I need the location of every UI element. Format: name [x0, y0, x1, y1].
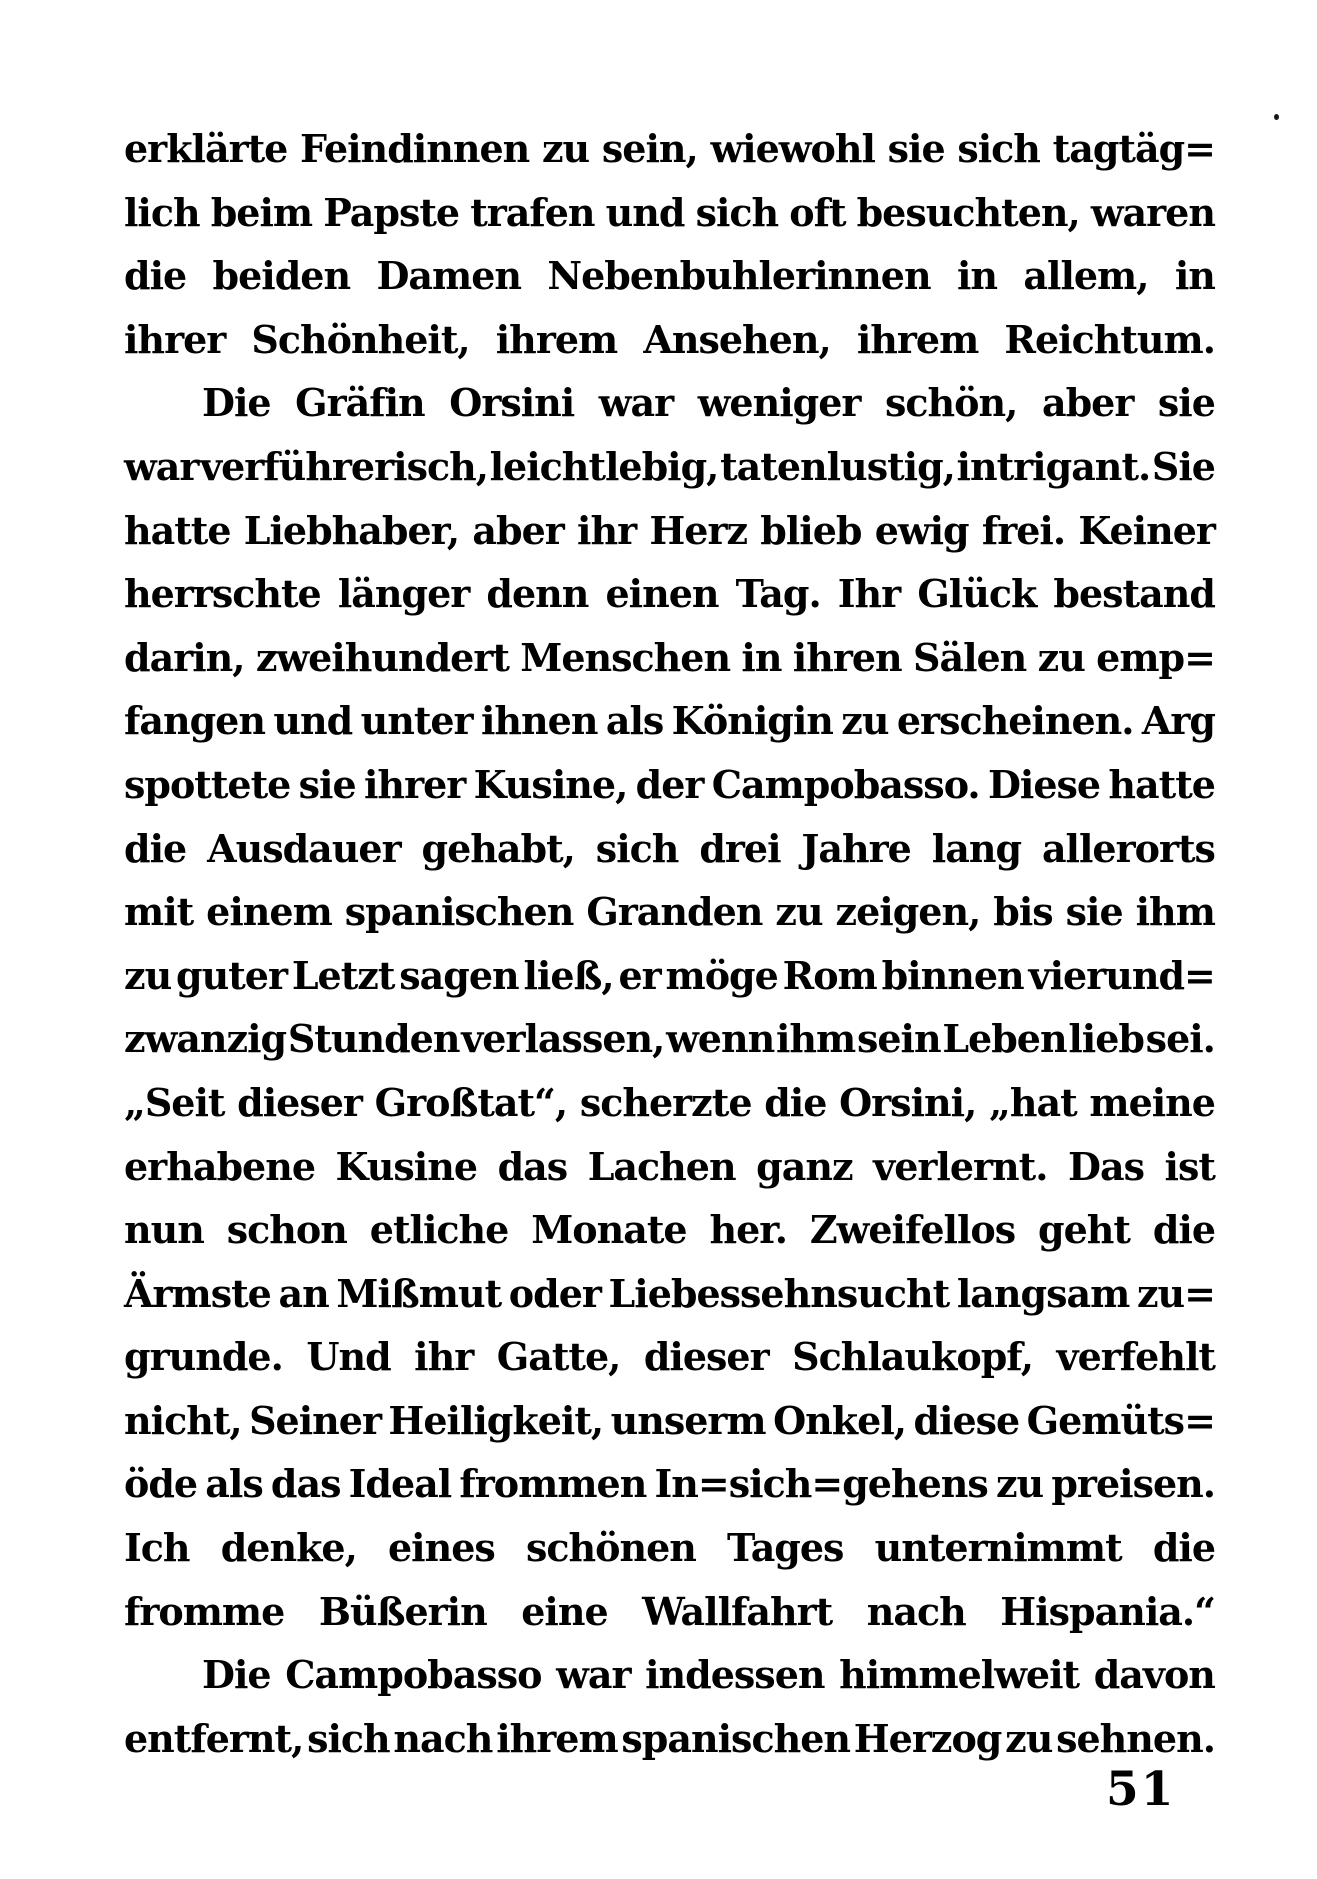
word: sich [695, 189, 779, 235]
text-line [124, 626, 1215, 690]
word: weniger [697, 380, 861, 426]
word: zu [1037, 634, 1085, 680]
text-line [124, 181, 1215, 245]
word: Kusine, [473, 761, 628, 807]
word: Sälen [913, 634, 1027, 680]
word: guter [176, 952, 287, 998]
word: erklärte [124, 126, 288, 171]
word: geht [1038, 1207, 1130, 1253]
word: preisen. [1051, 1461, 1215, 1507]
word: sich [307, 1715, 390, 1761]
word: Ärmste [124, 1270, 271, 1316]
word: waren [1090, 189, 1215, 235]
word: zwanzig [124, 1016, 287, 1062]
word: das [270, 1461, 341, 1507]
word: Stunden [287, 1016, 460, 1062]
word: In=sich=gehens [654, 1461, 988, 1507]
word: Leben [942, 1016, 1067, 1062]
text-line [124, 880, 1215, 944]
text-line [124, 244, 1215, 308]
word: Reichtum. [1004, 316, 1215, 362]
text-line [124, 1198, 1215, 1262]
word: die [1152, 1207, 1215, 1253]
word: an [278, 1270, 329, 1316]
word: erscheinen. [896, 698, 1134, 744]
word: lieb [1068, 1016, 1144, 1062]
word: oder [508, 1270, 601, 1316]
word: Keiner [1078, 507, 1215, 553]
word: „hat [989, 1079, 1077, 1125]
word: die [124, 253, 187, 299]
word: Ideal [348, 1461, 452, 1507]
word: Damen [376, 253, 522, 299]
word: allem, [1023, 253, 1149, 299]
text-line [124, 1135, 1215, 1199]
word: schon [226, 1207, 347, 1253]
word: langsam [956, 1270, 1130, 1316]
text-line [124, 1707, 1215, 1771]
word: Gemüts= [1026, 1397, 1215, 1443]
word: einen [605, 571, 719, 617]
word: schönen [525, 1525, 696, 1571]
word: zu [995, 1461, 1044, 1507]
word: denke, [220, 1525, 357, 1571]
word: Monate [531, 1207, 687, 1253]
word: ihnen [480, 698, 598, 744]
word: Campobasso. [711, 761, 980, 807]
word: zeigen, [835, 889, 981, 935]
word: Gatte, [496, 1334, 621, 1380]
word: als [605, 698, 664, 744]
text-line [124, 1452, 1215, 1516]
word: himmelweit [839, 1652, 1080, 1698]
word: verführerisch, [200, 443, 488, 489]
word: nun [124, 1207, 204, 1253]
word: wiewohl [710, 126, 875, 171]
word: nicht, [124, 1397, 242, 1443]
word: denn [486, 571, 589, 617]
word: intrigant. [956, 443, 1151, 489]
word: allerorts [1041, 825, 1215, 871]
word: bis [993, 889, 1053, 935]
scan-speck [1274, 114, 1279, 120]
word: meine [1089, 1079, 1215, 1125]
word: war [598, 380, 674, 426]
word: zu [1005, 1715, 1053, 1761]
text-line [124, 1516, 1215, 1580]
word: dieser [643, 1334, 769, 1380]
word: zu [775, 889, 823, 935]
word: Die [202, 1652, 271, 1698]
word: herrschte [124, 571, 321, 617]
word: ihrem [856, 316, 979, 362]
word: fangen [124, 698, 265, 744]
word: her. [709, 1207, 788, 1253]
word: Onkel, [773, 1397, 906, 1443]
word: sehnen. [1056, 1715, 1215, 1761]
word: ihrer [124, 316, 226, 362]
word: in [1174, 253, 1215, 299]
word: ihrem [495, 316, 618, 362]
word: war [556, 1652, 631, 1698]
word: sie [298, 761, 356, 807]
text-line [124, 117, 1215, 181]
text-line [124, 1262, 1215, 1326]
word: frommen [459, 1461, 647, 1507]
word: ihm [775, 1016, 856, 1062]
word: tatenlustig, [720, 443, 955, 489]
word: Lachen [587, 1143, 736, 1189]
word: etliche [369, 1207, 509, 1253]
text-line [124, 435, 1215, 499]
word: sagen [399, 952, 519, 998]
word: länger [337, 571, 470, 617]
word: emp= [1096, 634, 1215, 680]
word: Seiner [249, 1397, 381, 1443]
text-line [124, 817, 1215, 881]
text-block [124, 117, 1215, 1770]
word: Herzog [853, 1715, 1002, 1761]
text-line [124, 689, 1215, 753]
page-number: 51 [1106, 1762, 1176, 1817]
word: der [635, 761, 704, 807]
text-line [124, 1071, 1215, 1135]
word: Tag. [735, 571, 821, 617]
word: Und [306, 1334, 391, 1380]
word: darin, [124, 634, 245, 680]
word: „Seit [124, 1079, 225, 1125]
text-line [124, 562, 1215, 626]
text-line [124, 944, 1215, 1008]
text-line [124, 308, 1215, 372]
word: Mißmut [336, 1270, 502, 1316]
word: ließ, [523, 952, 614, 998]
word: fromme [124, 1588, 285, 1634]
word: Schlaukopf, [792, 1334, 1034, 1380]
word: eines [387, 1525, 495, 1571]
word: dieser [237, 1079, 362, 1125]
word: verlernt. [873, 1143, 1048, 1189]
word: einem [206, 889, 332, 935]
word: er [618, 952, 661, 998]
word: eine [521, 1588, 608, 1634]
word: lich [124, 189, 200, 235]
word: sich [595, 825, 679, 871]
word: Wallfahrt [642, 1588, 833, 1634]
word: die [1152, 1525, 1215, 1571]
word: aber [472, 507, 564, 553]
word: Menschen [520, 634, 731, 680]
word: Großtat“, [374, 1079, 568, 1125]
word: verfehlt [1056, 1334, 1215, 1380]
word: trafen [470, 189, 595, 235]
word: vierund= [1028, 952, 1215, 998]
word: zweihundert [255, 634, 509, 680]
word: lang [931, 825, 1022, 871]
word: Orsini, [839, 1079, 977, 1125]
word: zu= [1136, 1270, 1215, 1316]
word: nach [393, 1715, 493, 1761]
word: tagtäg= [1052, 126, 1215, 171]
word: Tages [727, 1525, 844, 1571]
word: aber [1041, 380, 1134, 426]
word: zu [124, 952, 172, 998]
word: mit [124, 889, 194, 935]
word: Königin [671, 698, 833, 744]
word: sein [856, 1016, 941, 1062]
word: grunde. [124, 1334, 283, 1380]
word: scherzte [579, 1079, 752, 1125]
word: in [741, 634, 782, 680]
word: Ihr [837, 571, 901, 617]
word: ihr [414, 1334, 474, 1380]
word: spanischen [344, 889, 574, 935]
word: Granden [586, 889, 763, 935]
word: Schönheit, [251, 316, 470, 362]
word: unter [360, 698, 473, 744]
word: Arg [1141, 698, 1215, 744]
word: Sie [1151, 443, 1215, 489]
word: Feindinnen [300, 126, 530, 171]
text-line [124, 1325, 1215, 1389]
word: besuchten, [856, 189, 1080, 235]
word: binnen [881, 952, 1024, 998]
word: öde [124, 1461, 198, 1507]
word: Das [1068, 1143, 1144, 1189]
word: ihrem [496, 1715, 618, 1761]
word: frei. [981, 507, 1066, 553]
word: unserm [610, 1397, 766, 1443]
word: und [273, 698, 353, 744]
word: davon [1093, 1652, 1215, 1698]
word: Rom [782, 952, 877, 998]
word: die [764, 1079, 827, 1125]
text-line [124, 1580, 1215, 1644]
word: Gräfin [295, 380, 425, 426]
word: das [497, 1143, 568, 1189]
word: Ausdauer [207, 825, 401, 871]
word: Diese [987, 761, 1101, 807]
word: unternimmt [874, 1525, 1122, 1571]
word: Kusine [335, 1143, 478, 1189]
word: möge [665, 952, 778, 998]
word: nach [866, 1588, 966, 1634]
text-line [124, 371, 1215, 435]
text-line [124, 1007, 1215, 1071]
word: drei [699, 825, 781, 871]
word: sei. [1145, 1016, 1215, 1062]
word: Die [202, 380, 271, 426]
word: Papste [323, 189, 460, 235]
word: blieb [760, 507, 862, 553]
word: ewig [874, 507, 969, 553]
word: Büßerin [318, 1588, 487, 1634]
word: gehabt, [421, 825, 575, 871]
text-line [124, 1643, 1215, 1707]
word: wenn [666, 1016, 775, 1062]
word: war [124, 443, 199, 489]
word: Hispania.“ [1000, 1588, 1215, 1634]
word: sich [957, 126, 1040, 171]
word: Heiligkeit, [388, 1397, 604, 1443]
word: ihren [792, 634, 902, 680]
word: zu [841, 698, 889, 744]
word: spanischen [621, 1715, 851, 1761]
word: Letzt [291, 952, 395, 998]
text-line [124, 499, 1215, 563]
word: Ansehen, [643, 316, 831, 362]
word: spottete [124, 761, 291, 807]
word: ist [1164, 1143, 1215, 1189]
word: Orsini [449, 380, 575, 426]
word: Jahre [801, 825, 911, 871]
word: Glück [917, 571, 1037, 617]
word: zu [541, 126, 590, 171]
word: indessen [645, 1652, 825, 1698]
word: als [205, 1461, 263, 1507]
word: Campobasso [285, 1652, 542, 1698]
word: und [605, 189, 685, 235]
word: verlassen, [461, 1016, 665, 1062]
word: beim [210, 189, 313, 235]
word: ganz [756, 1143, 853, 1189]
word: hatte [124, 507, 231, 553]
word: sie [1065, 889, 1123, 935]
word: leichtlebig, [489, 443, 719, 489]
word: in [956, 253, 998, 299]
word: entfernt, [124, 1715, 304, 1761]
word: diese [913, 1397, 1020, 1443]
text-line [124, 1389, 1215, 1453]
word: bestand [1053, 571, 1215, 617]
word: beiden [212, 253, 351, 299]
word: oft [789, 189, 846, 235]
word: Nebenbuhlerinnen [547, 253, 931, 299]
word: sie [887, 126, 945, 171]
word: Ich [124, 1525, 190, 1571]
text-line [124, 753, 1215, 817]
word: Zweifellos [809, 1207, 1016, 1253]
word: hatte [1108, 761, 1215, 807]
word: Liebessehnsucht [608, 1270, 950, 1316]
word: sie [1157, 380, 1215, 426]
word: Liebhaber, [243, 507, 460, 553]
word: erhabene [124, 1143, 315, 1189]
word: ihr [577, 507, 637, 553]
word: ihrer [364, 761, 466, 807]
word: die [124, 825, 187, 871]
word: ihm [1135, 889, 1215, 935]
word: Herz [649, 507, 748, 553]
word: schön, [885, 380, 1018, 426]
word: sein, [601, 126, 698, 171]
